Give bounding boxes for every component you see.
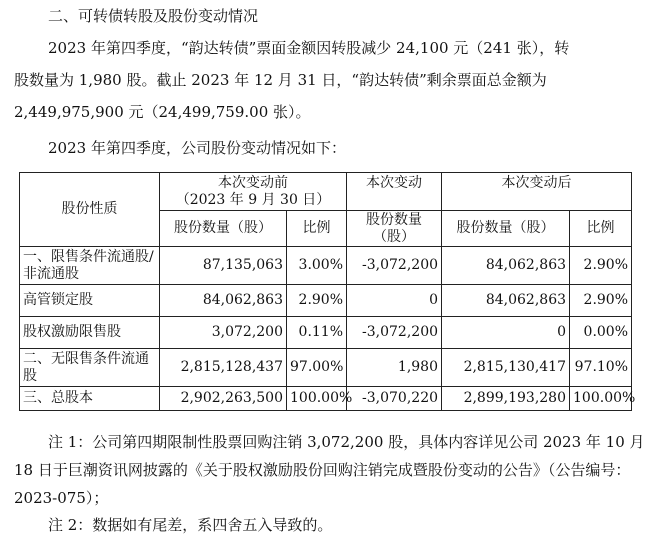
header-change-qty-line2: （股） <box>373 228 416 245</box>
row-before-qty: 3,072,200 <box>160 317 287 349</box>
header-change-qty-line1: 股份数量 <box>366 211 423 228</box>
row-change: 1,980 <box>347 349 442 387</box>
intro-line-1: 2023 年第四季度，“韵达转债”票面金额因转股减少 24,100 元（241 张），转 <box>48 39 570 57</box>
header-before-label: 本次变动前 <box>218 174 288 191</box>
row-change: -3,072,200 <box>347 317 442 349</box>
row-name: 二、无限售条件流通股 <box>20 349 160 387</box>
note2: 注 2：数据如有尾差，系四舍五入导致的。 <box>48 516 333 534</box>
header-after: 本次变动后 <box>442 173 632 211</box>
row-after-ratio: 2.90% <box>570 285 632 317</box>
row-before-ratio: 100.00% <box>287 387 347 411</box>
header-before-date: （2023 年 9 月 30 日） <box>175 191 331 208</box>
row-name: 股权激励限售股 <box>20 317 160 349</box>
intro-line-2: 股数量为 1,980 股。截止 2023 年 12 月 31 日，“韵达转债”剩余票面总金额为 <box>14 71 547 89</box>
header-change: 本次变动 <box>347 173 442 211</box>
table-row <box>20 387 632 411</box>
row-before-qty: 2,902,263,500 <box>160 387 287 411</box>
section-heading: 二、可转债转股及股份变动情况 <box>48 7 259 25</box>
intro-line-3: 2,449,975,900 元（24,499,759.00 张）。 <box>14 103 311 121</box>
header-share-nature: 股份性质 <box>20 173 160 247</box>
header-after-qty: 股份数量（股） <box>442 211 570 247</box>
row-before-qty: 84,062,863 <box>160 285 287 317</box>
row-before-qty: 2,815,128,437 <box>160 349 287 387</box>
row-after-qty: 84,062,863 <box>442 285 570 317</box>
row-before-ratio: 3.00% <box>287 247 347 285</box>
table-intro: 2023 年第四季度，公司股份变动情况如下： <box>48 139 346 157</box>
row-after-qty: 84,062,863 <box>442 247 570 285</box>
note1-line-3: 2023-075）； <box>14 489 109 507</box>
row-after-ratio: 2.90% <box>570 247 632 285</box>
row-after-ratio: 0.00% <box>570 317 632 349</box>
row-before-ratio: 2.90% <box>287 285 347 317</box>
table-row <box>20 349 632 387</box>
note1-line-1: 注 1：公司第四期限制性股票回购注销 3,072,200 股，具体内容详见公司 2023 年 10 月 <box>48 433 645 451</box>
row-before-ratio: 0.11% <box>287 317 347 349</box>
header-change-qty <box>347 211 442 247</box>
row-after-qty: 0 <box>442 317 570 349</box>
table-row <box>20 247 632 285</box>
row-after-qty: 2,899,193,280 <box>442 387 570 411</box>
row-name: 高管锁定股 <box>20 285 160 317</box>
row-name: 一、限售条件流通股/非流通股 <box>20 247 160 285</box>
row-change: -3,072,200 <box>347 247 442 285</box>
header-after-ratio: 比例 <box>570 211 632 247</box>
share-change-table <box>19 172 636 411</box>
row-after-ratio: 97.10% <box>570 349 632 387</box>
row-after-ratio: 100.00% <box>570 387 632 411</box>
row-before-ratio: 97.00% <box>287 349 347 387</box>
header-before-ratio: 比例 <box>287 211 347 247</box>
table-row <box>20 285 632 317</box>
table-row <box>20 317 632 349</box>
row-before-qty: 87,135,063 <box>160 247 287 285</box>
row-change: -3,070,220 <box>347 387 442 411</box>
note1-line-2: 18 日于巨潮资讯网披露的《关于股权激励股份回购注销完成暨股份变动的公告》（公告编号： <box>14 461 631 479</box>
header-before <box>160 173 347 211</box>
row-change: 0 <box>347 285 442 317</box>
header-before-qty: 股份数量（股） <box>160 211 287 247</box>
row-name: 三、总股本 <box>20 387 160 411</box>
row-after-qty: 2,815,130,417 <box>442 349 570 387</box>
